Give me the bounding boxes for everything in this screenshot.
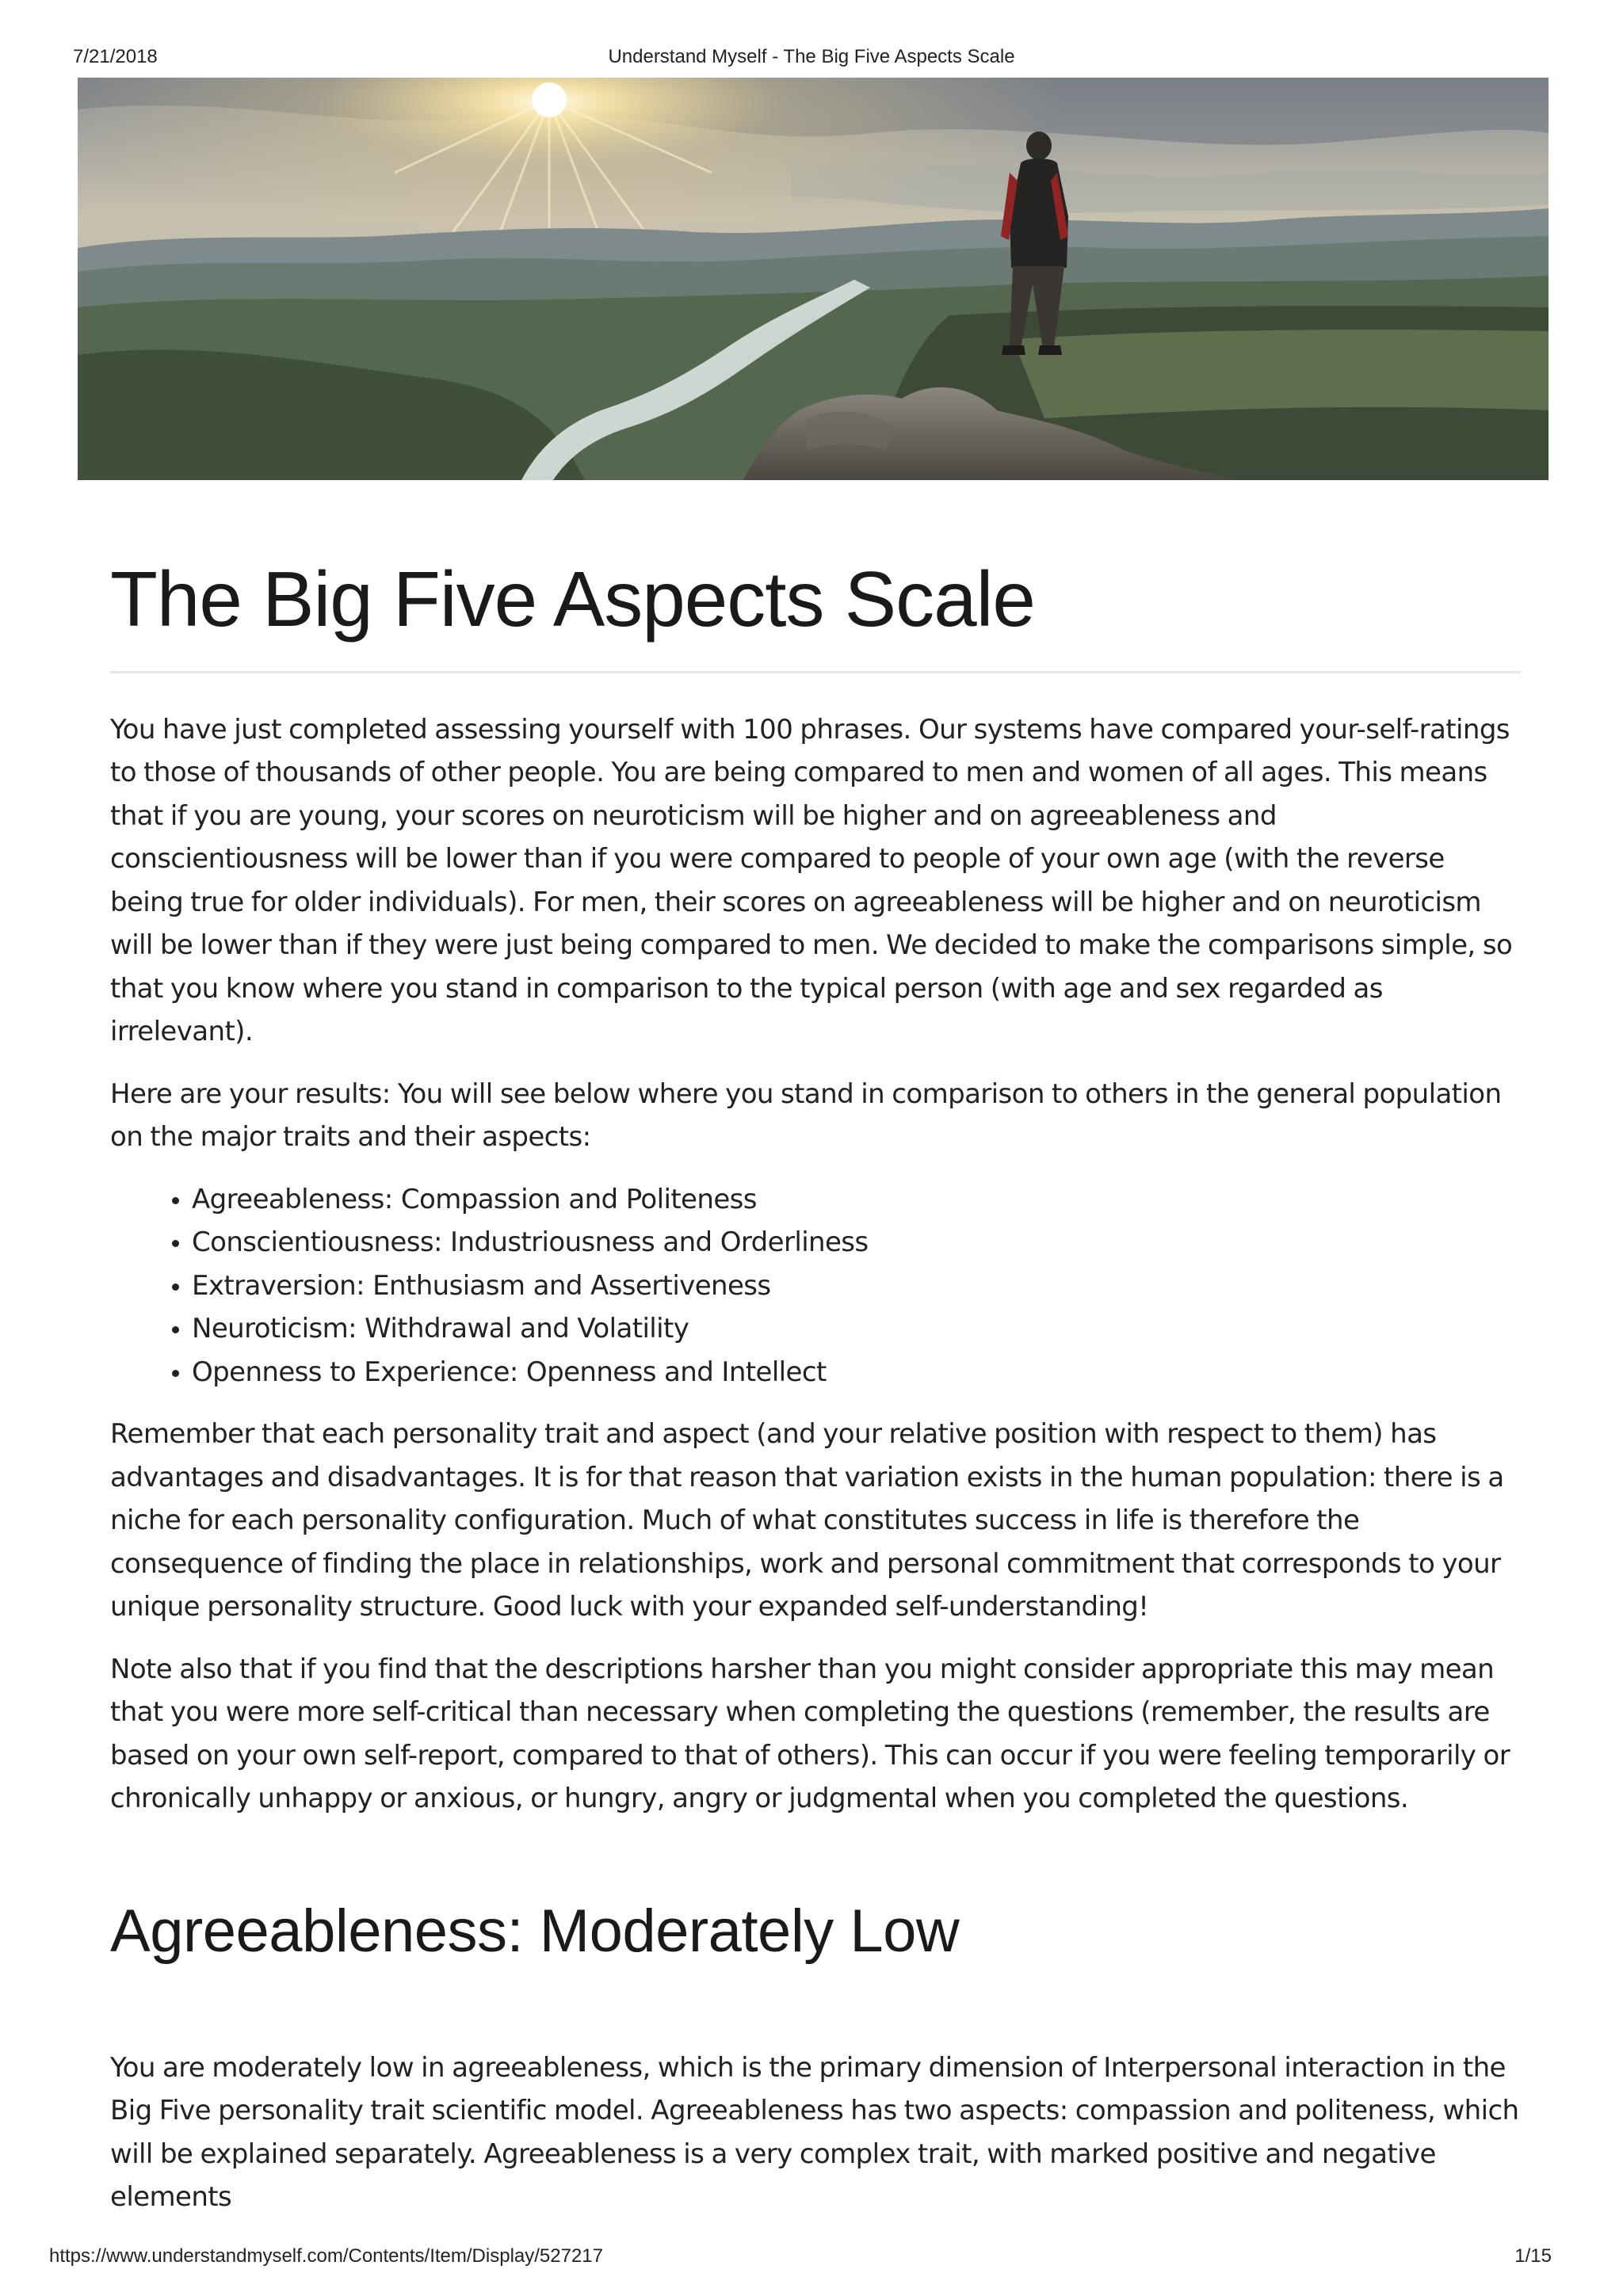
section-title: Agreeableness: Moderately Low xyxy=(110,1897,960,1965)
article xyxy=(110,507,1521,2238)
intro-paragraph: Here are your results: You will see below where you stand in comparison to others in the general population on the major traits and their aspects: xyxy=(110,1077,1502,1154)
intro-paragraph: You have just completed assessing yourself with 100 phrases. Our systems have compared your-self-ratings to those of thousands of other people. You are being compared to men and women of all ages. This means that if you are young, your scores on neuroticism will be higher and on agreeableness and conscientiousness will be lower than if you were compared to people of your own age (with the reverse being true for older individuals). For men, their scores on agreeableness will be higher and on neuroticism will be lower than if they were just being compared to men. We decided to make the comparisons simple, so that you know where you stand in comparison to the typical person (with age and sex regarded as irrelevant). xyxy=(110,713,1513,1048)
print-date: 7/21/2018 xyxy=(73,46,158,67)
closing-paragraph: Remember that each personality trait and aspect (and your relative position with respect to them) has advantages and disadvantages. It is for that reason that variation exists in the human population: there is a niche for each personality configuration. Much of what constitutes success in life is therefore the consequence of finding the place in relationships, work and personal commitment that corresponds to your unique personality structure. Good luck with your expanded self-understanding! xyxy=(110,1418,1504,1623)
list-item: • Conscientiousness: Industriousness and Orderliness xyxy=(192,1221,1521,1264)
page-title: The Big Five Aspects Scale xyxy=(110,555,1035,643)
title-divider xyxy=(110,671,1521,673)
hero-image xyxy=(78,78,1549,480)
list-item: • Openness to Experience: Openness and Intellect xyxy=(192,1351,1521,1394)
print-url: https://www.understandmyself.com/Contents/Item/Display/527217 xyxy=(49,2245,603,2267)
section-body: You are moderately low in agreeableness, which is the primary dimension of Interpersonal interaction in the Big Five personality trait scientific model. Agreeableness has two aspects: compassion and politeness, which will be explained separately. Agreeableness is a very complex trait, with marked positive and negative elements xyxy=(110,2051,1519,2214)
traits-list xyxy=(110,1178,1521,1394)
list-item: • Neuroticism: Withdrawal and Volatility xyxy=(192,1307,1521,1351)
print-page-title: Understand Myself - The Big Five Aspects Scale xyxy=(608,46,1015,67)
list-item: • Agreeableness: Compassion and Politeness xyxy=(192,1178,1521,1222)
closing-paragraph: Note also that if you find that the descriptions harsher than you might consider appropriate this may mean that you were more self-critical than necessary when completing the questions (remember, the results are based on your own self-report, compared to that of others). This can occur if you were feeling temporarily or chronically unhappy or anxious, or hungry, angry or judgmental when you completed the questions. xyxy=(110,1653,1510,1815)
print-page-number: 1/15 xyxy=(1514,2245,1552,2267)
landscape-illustration xyxy=(78,78,1549,480)
list-item: • Extraversion: Enthusiasm and Assertiveness xyxy=(192,1264,1521,1308)
